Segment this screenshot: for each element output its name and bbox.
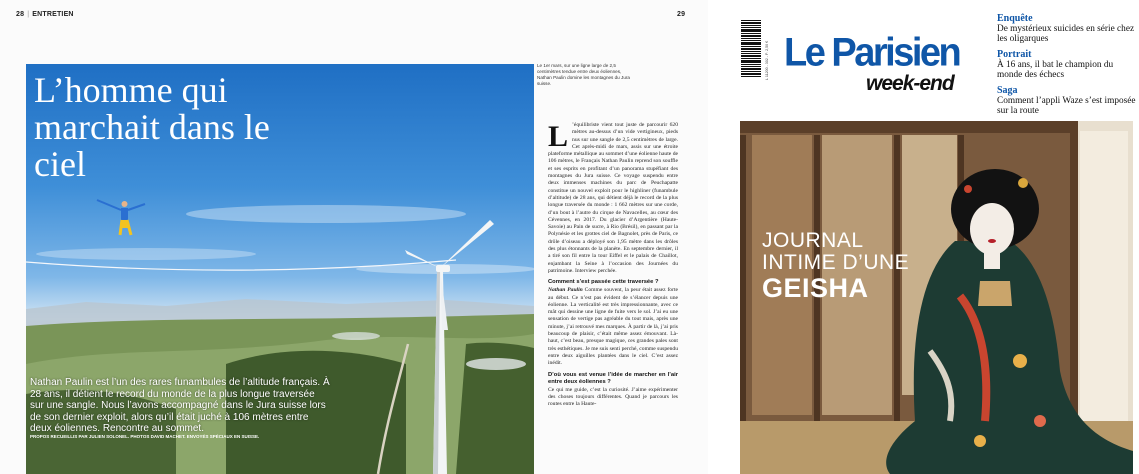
page-number-right: 29 [677, 11, 686, 18]
question-1: Comment s’est passée cette traversée ? [548, 279, 659, 286]
lede-paragraph: Nathan Paulin est l’un des rares funambules de l’altitude français. À 28 ans, il détient le record du monde de la plus longue traversée sur une sangle. Nous l’avons accompagné dans le Jura suisse lors de son dernier exploit, alors qu’il était juché à 106 mètres entre deux éoliennes. Rencontre au sommet. [30, 377, 330, 434]
article-body [548, 122, 678, 412]
logo-week-end: week-end [866, 72, 954, 95]
page-number-left: 28 [16, 11, 25, 18]
teaser-text: À 16 ans, il bat le champion du monde des échecs [997, 60, 1114, 80]
speaker-name: Nathan Paulin [548, 287, 583, 294]
teaser-enquete [997, 13, 1137, 44]
answer-1-text: Comme souvent, la peur était assez forte au début. Ce n’est pas évident de s’élancer depuis une éolienne. La verticalité est très impressionnante, avec ce mât qui dessine une ligne de fuite vers le sol. J’ai eu une sensation de vertige pas agréable du tout mais, après une minute, j’ai retrouvé mes marques. À partir de là, j’ai pris beaucoup de plaisir, c’était même assez émouvant. Là-haut, c’est beau, presque magique, ces grandes pales sont très esthétiques. Je me suis senti perché, comme suspendu entre deux aiguilles plantées dans le ciel. C’est assez inédit. [548, 287, 678, 367]
left-folio: 28 | ENTRETIEN [16, 11, 74, 18]
cover-title-line-1: JOURNAL [762, 229, 864, 252]
cover-title [762, 230, 932, 302]
teaser-portrait [997, 49, 1137, 80]
answer-1 [548, 287, 678, 367]
question-2: D’où vous est venue l’idée de marcher en l’air entre deux éoliennes ? [548, 371, 678, 385]
teaser-saga [997, 85, 1137, 116]
magazine-cover [734, 0, 1139, 474]
teaser-kicker: Enquête [997, 13, 1033, 24]
cover-teasers [997, 13, 1137, 121]
drop-cap: L [548, 120, 569, 153]
answer-2: Ce qui me guide, c’est la curiosité. J’aime expérimenter des choses toujours différentes. Quand je parcours les routes entre la Haute- [548, 386, 678, 408]
logo-le-parisien: Le Parisien [784, 30, 960, 76]
paragraph-1-text: ’équilibriste vient tout juste de parcourir 620 mètres au-dessus d’un vide vertigineux, pieds nus sur une sangle de 2,5 centimètres de large. Cet après-midi de mars, assis sur une étroite plateforme métallique au sommet d’une éolienne haute de 106 mètres, le Français Nathan Paulin reprend son souffle et ses esprits en profitant d’un panorama stupéfiant des montagnes du Jura suisse. Ce voyage suspendu entre deux immenses machines du parc de Peuchapatte constitue un nouvel exploit pour le highliner (funambule d’altitude) de 28 ans, qui détient déjà le record de la plus longue traversée du monde : 1 662 mètres sur une corde, d’un bout à l’autre du cirque de Navacelles, au cœur des Cévennes, en 2017. Du glacier d’Argentière (Haute-Savoie) au Pain de sucre, à Rio (Brésil), en passant par la Polynésie et les grottes ciel de Bagnolet, près de Paris, ce drôle d’oiseau a déployé son 1,95 mètre dans les drôles des plus étonnants de la planète. En septembre dernier, il a tiré son fil entre la tour Eiffel et le palais de Chaillot, enjambant la Seine à l’occasion des Journées du patrimoine. Interview perchée. [548, 122, 678, 274]
photo-credits: PROPOS RECUEILLIS PAR JULIEN SOLONEL. PHOTOS DAVID MACHET. ENVOYÉS SPÉCIAUX EN SUISSE. [30, 434, 260, 439]
cover-title-line-3: GEISHA [762, 273, 869, 303]
paragraph-1 [548, 122, 678, 275]
photo-caption: Le 1er mars, sur une ligne large de 2,5 centimètres tendue entre deux éoliennes, Nathan Paulin domine les montagnes du Jura suisse. [537, 63, 630, 86]
teaser-text: De mystérieux suicides en série chez les oligarques [997, 24, 1135, 44]
headline: L’homme qui marchait dans le ciel [34, 70, 270, 184]
section-name: ENTRETIEN [32, 11, 74, 18]
teaser-text: Comment l’appli Waze s’est imposée sur la route [997, 96, 1136, 116]
cover-title-line-2: INTIME D’UNE [762, 251, 910, 274]
teaser-kicker: Saga [997, 85, 1018, 96]
barcode-icon [740, 18, 762, 80]
barcode-text: L 11200 - 302 - F: 2,50 € [765, 40, 769, 80]
teaser-kicker: Portrait [997, 49, 1032, 60]
